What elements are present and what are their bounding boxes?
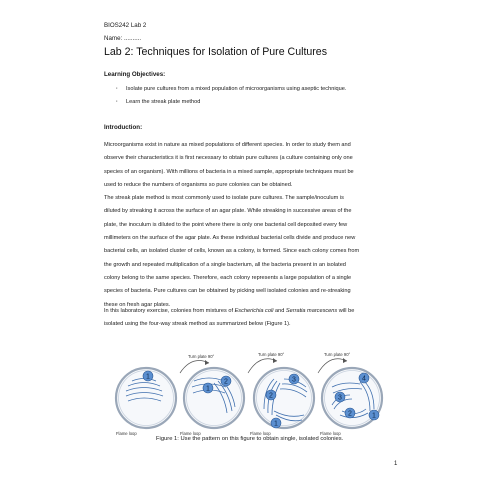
text-line: species of an organism). With millions of bacteria in a mixed sample, appropriate techniques must be: [104, 168, 354, 175]
step-number: 4: [362, 375, 366, 383]
flame-loop-label: Flame loop: [250, 431, 271, 436]
turn-plate-label: Turn plate 90°: [324, 352, 351, 357]
step-number: 3: [338, 394, 342, 402]
petri-plate-4: [322, 368, 382, 428]
step-number: 2: [224, 378, 228, 386]
turn-plate-label: Turn plate 90°: [188, 354, 215, 359]
page-title: Lab 2: Techniques for Isolation of Pure Cultures: [104, 46, 327, 58]
text-line: Microorganisms exist in nature as mixed populations of different species. In order to study them and: [104, 142, 351, 148]
step-number: 1: [146, 373, 150, 381]
species-name: Serratia marcescens: [285, 308, 338, 314]
species-name: Escherichia coli: [234, 308, 274, 314]
text-line: the growth and repeated multiplication of a single bacterium, all the bacteria present in an isolated: [104, 261, 346, 268]
petri-plate-3: [254, 368, 314, 428]
introduction-heading: Introduction:: [104, 124, 143, 131]
course-code: BIOS242 Lab 2: [104, 22, 147, 29]
text-line: colony belong to the same species. Therefore, each colony represents a large population of a single: [104, 274, 352, 281]
text-line: species of bacteria. Pure cultures can be obtained by picking well isolated colonies and re-streaking: [104, 288, 351, 295]
objectives-heading: Learning Objectives:: [104, 71, 166, 78]
streak-method-figure: [114, 351, 386, 439]
text-run: will be: [337, 308, 355, 314]
step-number: 3: [292, 376, 296, 384]
page-number: 1: [394, 461, 398, 467]
text-line: The streak plate method is most commonly used to isolate pure cultures. The sample/inoculum is: [104, 195, 344, 202]
objectives-list: [116, 85, 346, 111]
objective-item: · Isolate pure cultures from a mixed population of microorganisms using aseptic technique.: [116, 85, 346, 98]
step-number: 2: [269, 392, 273, 400]
exercise-paragraph: [104, 305, 394, 332]
text-line: isolated using the four-way streak method as summarized below (Figure 1).: [104, 321, 291, 328]
step-number: 1: [372, 412, 376, 420]
flame-loop-label: Flame loop: [116, 431, 137, 436]
text-line: millimeters on the surface of the agar plate. As these individual bacterial cells divide and produce new: [104, 235, 356, 242]
text-line: observe their characteristics it is first necessary to obtain pure cultures (a culture containing only one: [104, 155, 353, 162]
flame-loop-label: Flame loop: [320, 431, 341, 436]
text-line: diluted by streaking it across the surface of an agar plate. While streaking in successive areas of the: [104, 208, 352, 215]
step-number: 2: [348, 410, 352, 418]
text-line: used to reduce the numbers of organisms so pure colonies can be obtained.: [104, 181, 293, 188]
name-line: Name: ..........: [104, 35, 142, 42]
step-number: 1: [274, 420, 278, 428]
text-run: In this laboratory exercise, colonies from mixtures of: [104, 308, 235, 314]
text-line: these on fresh agar plates.: [104, 301, 171, 308]
text-line: plate, the inoculum is diluted to the point where there is only one bacterial cell deposited every few: [104, 221, 348, 228]
flame-loop-label: Flame loop: [180, 431, 201, 436]
turn-plate-label: Turn plate 90°: [258, 352, 285, 357]
text-run: and: [273, 308, 286, 314]
petri-plate-2: [184, 368, 244, 428]
text-line: bacterial cells, an isolated cluster of cells, known as a colony, is formed. Since each colony comes from: [104, 248, 360, 255]
objective-item: · Learn the streak plate method: [116, 98, 346, 111]
figure-caption: Figure 1: Use the pattern on this figure to obtain single, isolated colonies.: [156, 436, 344, 442]
step-number: 1: [206, 385, 210, 393]
petri-plate-1: [116, 368, 176, 428]
introduction-paragraph: [104, 139, 394, 312]
